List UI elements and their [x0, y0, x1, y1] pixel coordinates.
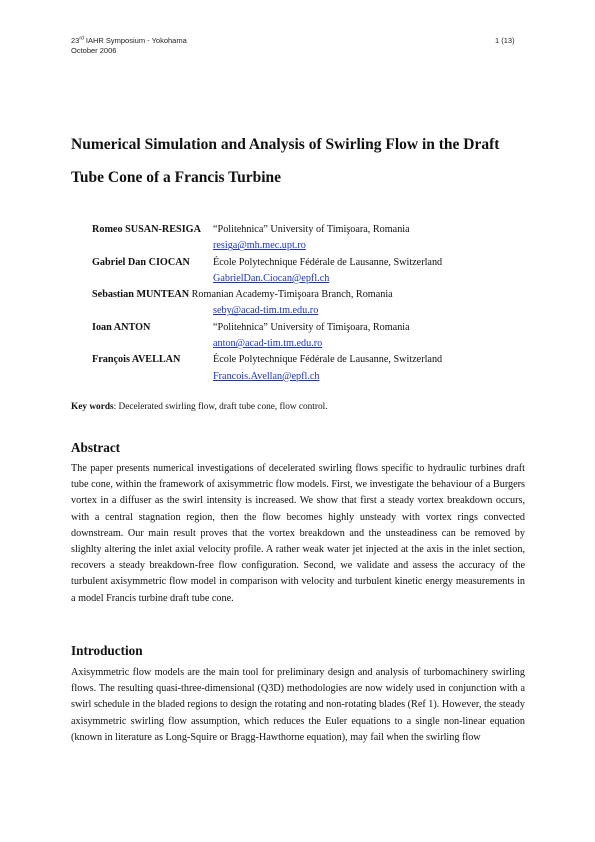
author-name: Ioan ANTON: [92, 321, 151, 333]
introduction-heading: Introduction: [71, 643, 143, 658]
author-entry: [92, 255, 532, 271]
author-entry: [92, 287, 532, 303]
conference-date: October 2006: [71, 46, 117, 55]
running-header: [71, 36, 187, 56]
author-name: Sebastian MUNTEAN: [92, 289, 190, 301]
author-email-link[interactable]: GabrielDan.Ciocan@epfl.ch: [213, 272, 330, 284]
author-affiliation: École Polytechnique Fédérale de Lausanne, Switzerland: [213, 256, 443, 268]
keywords-label: Key words: [71, 402, 114, 412]
abstract-text: The paper presents numerical investigations of decelerated swirling flows specific to hydraulic turbines draft tube cone, within the framework of axisymmetric flow models. First, we investigate the behaviour of a Burgers vortex in a diffuser as the swirl intensity is increased. We show that first a steady vortex breakdown occurs, with a central stagnation region, then the flow becomes highly unsteady with vortex rings convected downstream. Our main result proves that the vortex breakdown and the unsteadiness can be removed by slighlty altering the inlet axial velocity profile. A rather weak water jet injected at the axis in the inlet section, recovers a steady breakdown-free flow configuration. Second, we validate and assess the accuracy of the turbulent axisymmetric flow model in comparison with velocity and turbulent kinetic energy measurements in a model Francis turbine draft tube cone.: [71, 463, 525, 604]
author-email-link[interactable]: anton@acad-tim.tm.edu.ro: [213, 338, 323, 350]
keywords: [71, 401, 525, 413]
author-name: Gabriel Dan CIOCAN: [92, 256, 190, 268]
author-affiliation: “Politehnica” University of Timişoara, Romania: [213, 321, 410, 333]
author-email-link[interactable]: seby@acad-tim.tm.edu.ro: [213, 305, 319, 317]
author-affiliation: “Politehnica” University of Timişoara, Romania: [213, 224, 410, 235]
author-entry: [92, 222, 532, 238]
conference-name: 23rd IAHR Symposium - Yokohama: [71, 35, 187, 45]
keywords-text: : Decelerated swirling flow, draft tube cone, flow control.: [113, 402, 328, 412]
introduction-text: Axisymmetric flow models are the main tool for preliminary design and analysis of turbomachinery swirling flows. The resulting quasi-three-dimensional (Q3D) methodologies are now widely used in conjunction with a swirl schedule in the bladed regions to design the rotating and non-rotating blades (Ref 1). However, the steady axisymmetric swirling flow assumption, which reduces the Euler equations to a single non-linear equation (known in literature as Long-Squire or Bragg-Hawthorne equation), may fail when the swirling flow: [71, 667, 525, 743]
author-name: François AVELLAN: [92, 354, 181, 366]
author-affiliation: École Polytechnique Fédérale de Lausanne, Switzerland: [213, 354, 443, 366]
paper-title: Numerical Simulation and Analysis of Swirling Flow in the Draft Tube Cone of a Francis Turbine: [71, 136, 500, 186]
author-name: Romeo SUSAN-RESIGA: [92, 224, 201, 235]
author-email-link[interactable]: resiga@mh.mec.upt.ro: [213, 240, 306, 252]
abstract-heading: Abstract: [71, 440, 121, 455]
author-affiliation: Romanian Academy-Timişoara Branch, Romania: [191, 289, 393, 301]
author-email-link[interactable]: Francois.Avellan@epfl.ch: [213, 370, 320, 382]
author-list: [92, 222, 532, 385]
author-entry: [92, 352, 532, 368]
page-number: 1 (13): [495, 36, 515, 45]
author-entry: [92, 320, 532, 336]
